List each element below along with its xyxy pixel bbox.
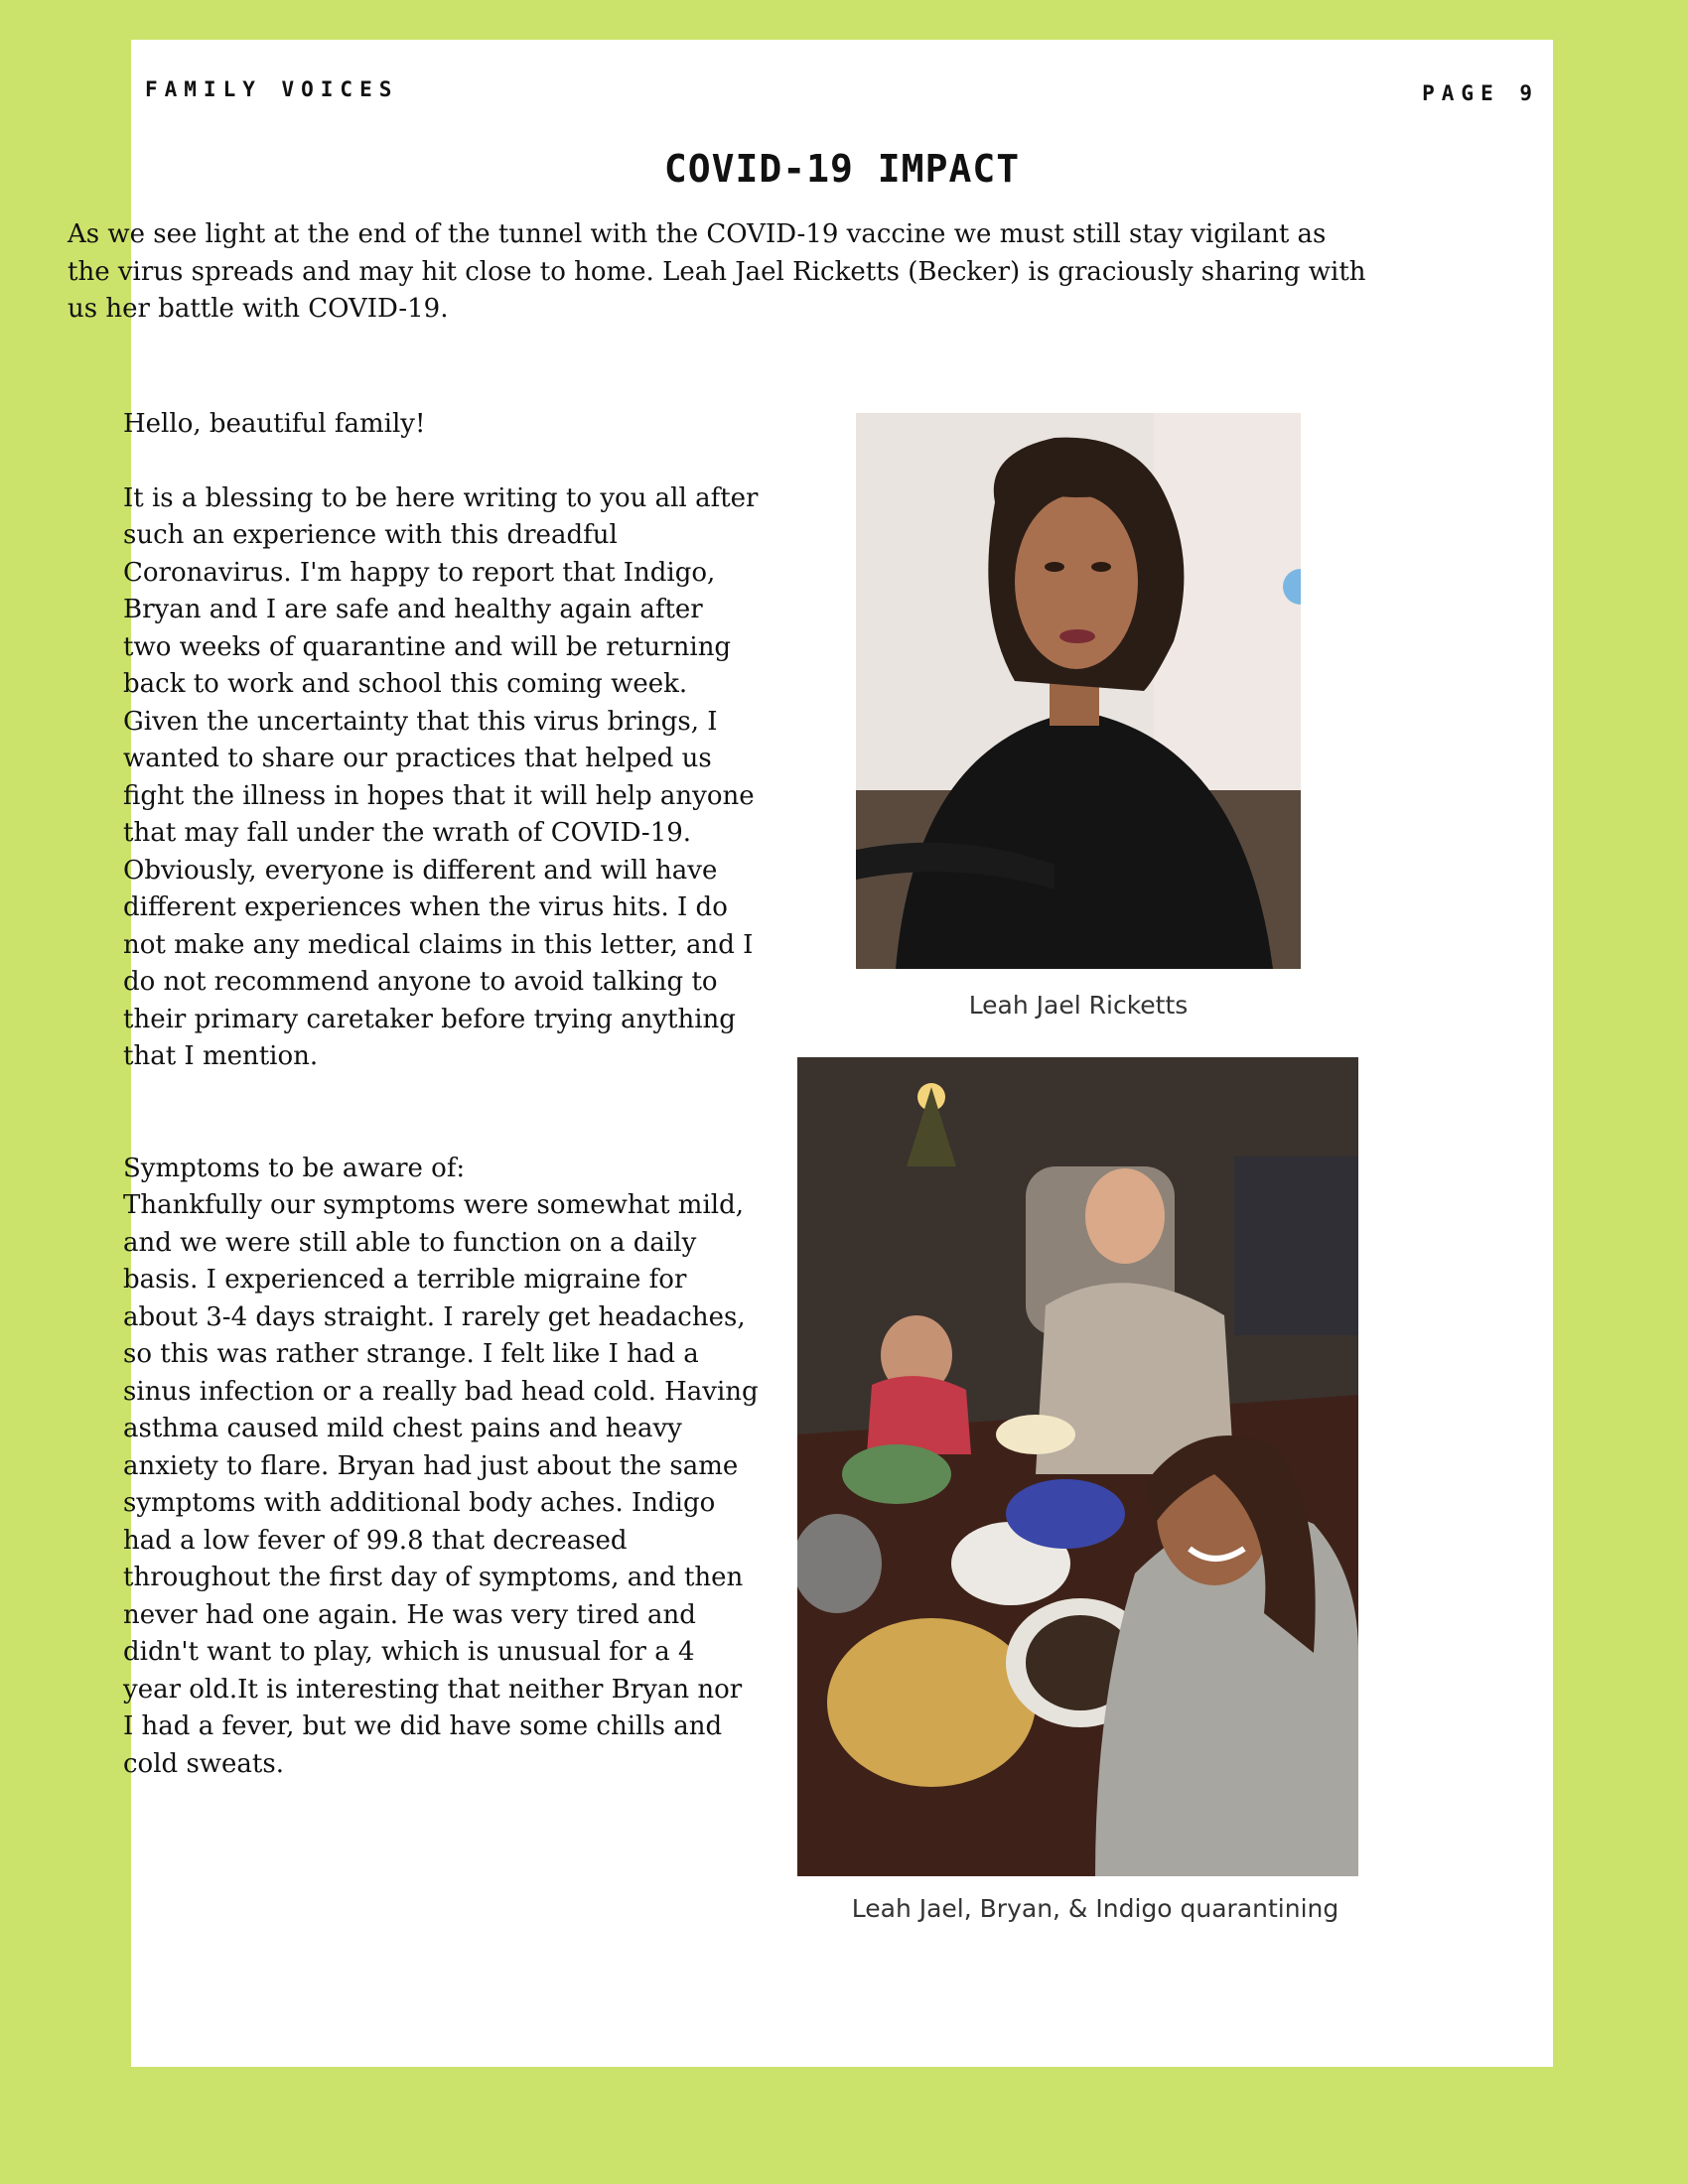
page-number: PAGE 9 xyxy=(1422,81,1539,105)
article-title: COVID-19 IMPACT xyxy=(663,147,1021,191)
symptoms-paragraph: Thankfully our symptoms were somewhat mild, and we were still able to function on a daily basis. I experienced a terrible migraine for about 3-4 days straight. I rarely get headaches, so this was rather strange. I felt like I had a sinus infection or a really bad head cold. Having asthma caused mild chest pains and heavy anxiety to flare. Bryan had just about the same symptoms with additional body aches. Indigo had a low fever of 99.8 that decreased throughout the first day of symptoms, and then never had one again. He was very tired and didn't want to play, which is unusual for a 4 year old.It is interesting that neither Bryan nor I had a fever, but we did have some chills and cold sweats. xyxy=(123,1190,759,1779)
letter-paragraph: It is a blessing to be here writing to you all after such an experience with this dreadful Coronavirus. I'm happy to report that Indigo, Bryan and I are safe and healthy again after two weeks of quarantine and will be returning back to work and school this coming week. Given the uncertainty that this virus brings, I wanted to share our practices that helped us fight the illness in hopes that it will help anyone that may fall under the wrath of COVID-19. Obviously, everyone is different and will have different experiences when the virus hits. I do not make any medical claims in this letter, and I do not recommend anyone to avoid talking to their primary caretaker before trying anything that I mention. xyxy=(123,482,759,1071)
portrait-image xyxy=(856,413,1301,969)
portrait-photo xyxy=(856,413,1301,969)
intro-paragraph: As we see light at the end of the tunnel with the COVID-19 vaccine we must still stay vigilant as the virus spreads and may hit close to home. Leah Jael Ricketts (Becker) is graciously sharing with us her battle with COVID-19. xyxy=(68,219,1366,324)
publication-name: FAMILY VOICES xyxy=(145,77,399,101)
symptoms-heading: Symptoms to be aware of: xyxy=(123,1153,466,1183)
letter-greeting: Hello, beautiful family! xyxy=(123,409,426,439)
letter-body xyxy=(123,406,759,1783)
family-photo xyxy=(797,1057,1358,1876)
portrait-caption: Leah Jael Ricketts xyxy=(968,991,1189,1020)
family-caption: Leah Jael, Bryan, & Indigo quarantining xyxy=(851,1894,1339,1923)
family-image xyxy=(797,1057,1358,1876)
